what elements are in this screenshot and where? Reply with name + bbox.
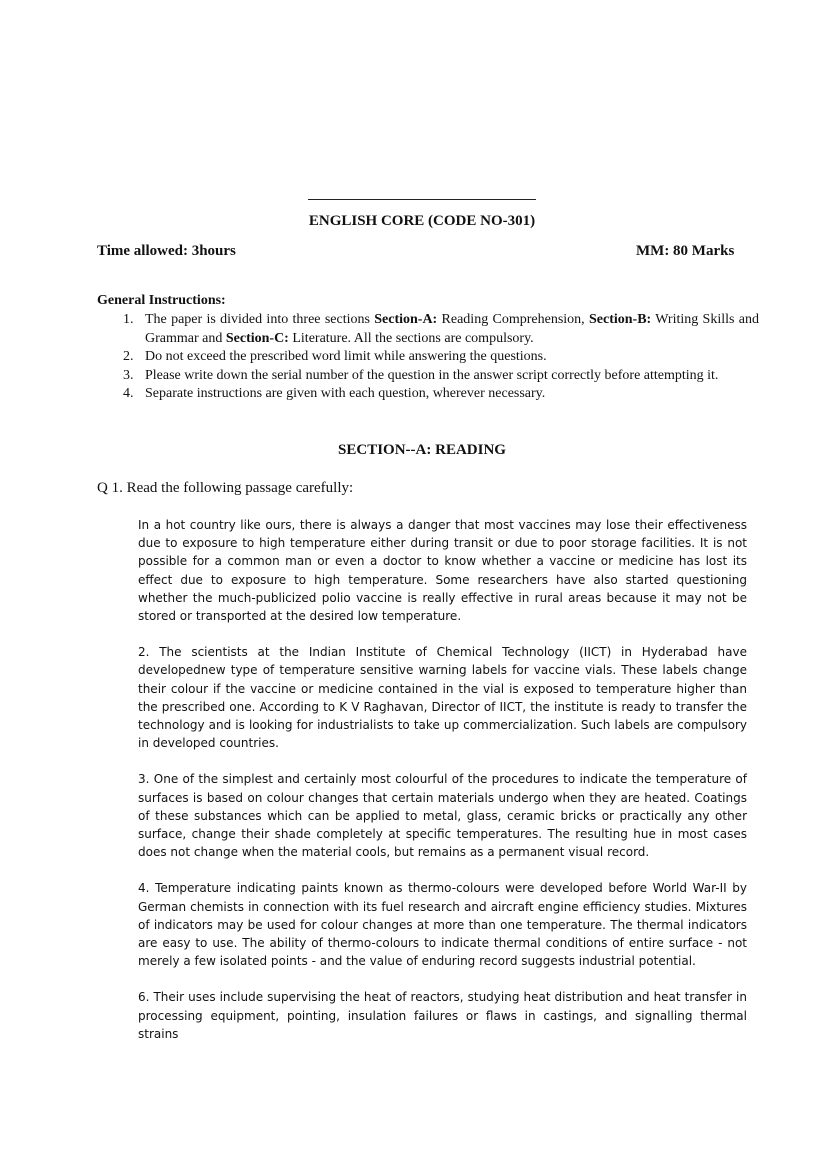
reading-passage (138, 516, 747, 1061)
instruction-number: 3. (123, 367, 134, 383)
section-a-label: Section-A: (374, 312, 438, 327)
section-a-heading: SECTION--A: READING (338, 442, 506, 458)
instruction-item: 1. The paper is divided into three sections Section-A: Reading Comprehension, Section-B: Writing Skills and Grammar and Section-C: Literature. All the sections are compulsory. (123, 312, 759, 346)
passage-paragraph: 4. Temperature indicating paints known as thermo-colours were developed before World War-II by German chemists in connection with its fuel research and aircraft engine efficiency studies. Mixtures of indicators may be used for colour changes at more than one temperature. The thermal indicators are easy to use. The ability of thermo-colours to indicate thermal conditions of entire surface - not merely a few isolated points - and the value of enduring record suggests industrial potential. (138, 881, 747, 969)
instructions-list (97, 311, 759, 404)
instruction-item (97, 348, 759, 367)
max-marks: MM: 80 Marks (636, 243, 735, 259)
time-allowed: Time allowed: 3hours (97, 243, 236, 259)
general-instructions-heading: General Instructions: (97, 293, 226, 308)
passage-paragraph: In a hot country like ours, there is always a danger that most vaccines may lose their effectiveness due to exposure to high temperature either during transit or due to poor storage facilities. It is not possible for a common man or even a doctor to know whether a vaccine or medicine has lost its effect due to exposure to high temperature. Some researchers have also started questioning whether the much-publicized polio vaccine is really effective in rural areas because it may not be stored or transported at the desired low temperature. (138, 518, 747, 624)
question-1-prompt: Q 1. Read the following passage carefully: (97, 480, 354, 496)
instruction-text: Please write down the serial number of the question in the answer script correctly before attempting it. (145, 367, 719, 383)
header-rule (308, 199, 536, 200)
instruction-item (97, 367, 759, 386)
instruction-text: Do not exceed the prescribed word limit while answering the questions. (145, 349, 547, 364)
passage-paragraph: 3. One of the simplest and certainly most colourful of the procedures to indicate the temperature of surfaces is based on colour changes that certain materials undergo when they are heated. Coatings of these substances which can be applied to metal, glass, ceramic bricks or practically any other surface, change their shade completely at specific temperatures. The resulting hue in most cases does not change when the material cools, but remains as a permanent visual record. (138, 772, 747, 860)
instruction-number: 4. (123, 386, 134, 401)
instruction-number: 2. (123, 349, 134, 364)
instruction-number: 1. (123, 312, 134, 327)
paper-title: ENGLISH CORE (CODE NO-301) (308, 213, 536, 229)
section-b-label: Section-B: (588, 312, 652, 327)
instruction-item (97, 385, 759, 404)
passage-paragraph: 2. The scientists at the Indian Institute of Chemical Technology (IICT) in Hyderabad have developednew type of temperature sensitive warning labels for vaccine vials. These labels change their colour if the vaccine or medicine contained in the vial is exposed to temperature higher than the prescribed one. According to K V Raghavan, Director of IICT, the institute is ready to transfer the technology and is looking for industrialists to take up commercialization. Such labels are compulsory in developed countries. (138, 645, 747, 751)
instruction-text: Separate instructions are given with each question, wherever necessary. (145, 386, 546, 401)
passage-paragraph: 6. Their uses include supervising the heat of reactors, studying heat distribution and heat transfer in processing equipment, pointing, insulation failures or flaws in castings, and signalling thermal strains (138, 990, 747, 1041)
section-c-label: Section-C: (225, 330, 289, 346)
